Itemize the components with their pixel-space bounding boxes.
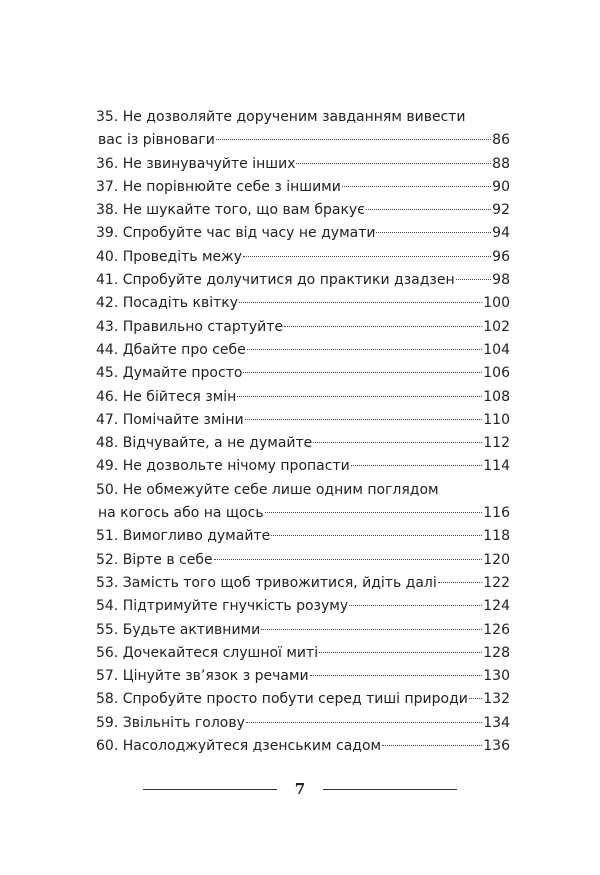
- toc-entry-line: [96, 688, 510, 711]
- toc-leader-dots: [313, 442, 482, 443]
- toc-entry-title: 40. Проведіть межу: [96, 248, 243, 265]
- toc-entry-title: 58. Спробуйте просто побути серед тиші природи: [96, 691, 468, 708]
- toc-entry-title: 55. Будьте активними: [96, 621, 261, 638]
- toc-page-number: 124: [483, 598, 510, 615]
- toc-entry-line: [96, 525, 510, 548]
- toc-page-number: 130: [483, 668, 510, 685]
- toc-entry-continuation: [96, 502, 510, 525]
- toc-leader-dots: [351, 465, 483, 466]
- toc-entry: [96, 269, 510, 292]
- toc-entry: [96, 222, 510, 245]
- toc-entry: [96, 199, 510, 222]
- toc-page-number: 118: [483, 528, 510, 545]
- toc-leader-dots: [247, 349, 482, 350]
- toc-entry: [96, 432, 510, 455]
- footer-rule-left: [143, 789, 277, 790]
- toc-entry: [96, 153, 510, 176]
- toc-entry: [96, 479, 510, 526]
- toc-leader-dots: [296, 163, 491, 164]
- toc-entry-title: 41. Спробуйте долучитися до практики дзадзен: [96, 272, 455, 289]
- toc-entry-title: 44. Дбайте про себе: [96, 341, 246, 358]
- toc-entry: [96, 106, 510, 153]
- toc-entry: [96, 176, 510, 199]
- toc-entry: [96, 642, 510, 665]
- toc-leader-dots: [271, 535, 482, 536]
- toc-entry: [96, 339, 510, 362]
- toc-page-number: 112: [483, 435, 510, 452]
- toc-page-number: 94: [492, 225, 510, 242]
- toc-entry-title: 51. Вимогливо думайте: [96, 528, 271, 545]
- toc-entry-title: 43. Правильно стартуйте: [96, 318, 284, 335]
- toc-page-number: 122: [483, 574, 510, 591]
- toc-entry-line: [96, 316, 510, 339]
- toc-entry-title: на когось або на щось: [98, 505, 264, 522]
- toc-entry-title: 39. Спробуйте час від часу не думати: [96, 225, 376, 242]
- toc-leader-dots: [438, 582, 483, 583]
- toc-page-number: 92: [492, 202, 510, 219]
- toc-leader-dots: [284, 326, 482, 327]
- toc-leader-dots: [265, 512, 483, 513]
- toc-leader-dots: [214, 559, 483, 560]
- toc-entry-continuation: [96, 129, 510, 152]
- toc-leader-dots: [456, 279, 492, 280]
- toc-leader-dots: [216, 139, 491, 140]
- toc-entry-title: 60. Насолоджуйтеся дзенським садом: [96, 738, 382, 755]
- toc-page-number: 104: [483, 341, 510, 358]
- toc-entry-line: [96, 595, 510, 618]
- toc-entry-line: [96, 246, 510, 269]
- footer-rule-right: [323, 789, 457, 790]
- page-footer: [0, 780, 600, 798]
- table-of-contents: [96, 106, 510, 758]
- toc-page-number: 132: [483, 691, 510, 708]
- toc-entry: [96, 386, 510, 409]
- toc-leader-dots: [310, 675, 483, 676]
- toc-entry-line: [96, 432, 510, 455]
- toc-entry-line: [96, 362, 510, 385]
- toc-page-number: 102: [483, 318, 510, 335]
- toc-entry: [96, 409, 510, 432]
- toc-entry-line: [96, 479, 510, 502]
- toc-entry-line: [96, 153, 510, 176]
- toc-entry-line: [96, 712, 510, 735]
- toc-entry-title: 57. Цінуйте зв’язок з речами: [96, 668, 309, 685]
- toc-leader-dots: [261, 629, 482, 630]
- toc-entry-title: 47. Помічайте зміни: [96, 411, 244, 428]
- toc-entry-title: вас із рівноваги: [98, 132, 215, 149]
- toc-entry: [96, 292, 510, 315]
- toc-entry-line: [96, 455, 510, 478]
- toc-entry-title: 35. Не дозволяйте дорученим завданням вивести: [96, 109, 466, 125]
- toc-page-number: 98: [492, 272, 510, 289]
- toc-entry-title: 50. Не обмежуйте себе лише одним поглядом: [96, 481, 439, 498]
- toc-entry-line: [96, 222, 510, 245]
- toc-page-number: 126: [483, 621, 510, 638]
- toc-entry-line: [96, 409, 510, 432]
- toc-entry-line: [96, 665, 510, 688]
- toc-page-number: 120: [483, 551, 510, 568]
- toc-entry-title: 53. Замість того щоб тривожитися, йдіть далі: [96, 574, 437, 591]
- toc-entry: [96, 619, 510, 642]
- toc-entry-line: [96, 269, 510, 292]
- toc-entry-line: [96, 642, 510, 665]
- toc-entry: [96, 455, 510, 478]
- toc-page-number: 134: [483, 714, 510, 731]
- toc-entry-line: [96, 176, 510, 199]
- toc-page-number: 128: [483, 644, 510, 661]
- toc-page-number: 106: [483, 365, 510, 382]
- toc-entry: [96, 572, 510, 595]
- toc-entry-title: 49. Не дозвольте нічому пропасти: [96, 458, 350, 475]
- toc-entry-line: [96, 619, 510, 642]
- toc-entry-title: 59. Звільніть голову: [96, 714, 245, 731]
- toc-entry: [96, 316, 510, 339]
- toc-entry-title: 54. Підтримуйте гнучкість розуму: [96, 598, 349, 615]
- toc-page-number: 110: [483, 411, 510, 428]
- toc-entry-title: 37. Не порівнюйте себе з іншими: [96, 178, 341, 195]
- toc-entry-title: 56. Дочекайтеся слушної миті: [96, 644, 319, 661]
- toc-entry: [96, 712, 510, 735]
- toc-leader-dots: [237, 396, 482, 397]
- toc-entry-title: 52. Вірте в себе: [96, 551, 213, 568]
- toc-page-number: 108: [483, 388, 510, 405]
- toc-entry-title: 48. Відчувайте, а не думайте: [96, 435, 313, 452]
- toc-leader-dots: [349, 605, 482, 606]
- toc-entry: [96, 246, 510, 269]
- toc-page-number: 86: [492, 132, 510, 149]
- toc-entry-line: [96, 549, 510, 572]
- toc-page-number: 90: [492, 178, 510, 195]
- toc-leader-dots: [469, 698, 482, 699]
- toc-entry: [96, 688, 510, 711]
- toc-entry-line: [96, 292, 510, 315]
- toc-leader-dots: [382, 745, 482, 746]
- toc-entry: [96, 525, 510, 548]
- toc-leader-dots: [342, 186, 491, 187]
- toc-leader-dots: [376, 232, 491, 233]
- toc-entry-title: 38. Не шукайте того, що вам бракує: [96, 202, 365, 219]
- toc-page-number: 114: [483, 458, 510, 475]
- toc-entry-line: [96, 339, 510, 362]
- toc-entry-line: [96, 106, 510, 129]
- toc-entry-line: [96, 199, 510, 222]
- toc-entry: [96, 665, 510, 688]
- toc-page-number: 96: [492, 248, 510, 265]
- toc-entry: [96, 735, 510, 758]
- toc-leader-dots: [245, 419, 483, 420]
- toc-page-number: 88: [492, 155, 510, 172]
- toc-entry: [96, 595, 510, 618]
- page-number: 7: [294, 780, 306, 798]
- toc-leader-dots: [243, 372, 482, 373]
- toc-page-number: 136: [483, 738, 510, 755]
- toc-leader-dots: [239, 302, 482, 303]
- toc-leader-dots: [319, 652, 482, 653]
- toc-leader-dots: [246, 722, 482, 723]
- toc-entry-title: 46. Не бійтеся змін: [96, 388, 237, 405]
- toc-leader-dots: [243, 256, 491, 257]
- toc-page-number: 100: [483, 295, 510, 312]
- toc-entry: [96, 362, 510, 385]
- toc-entry-line: [96, 735, 510, 758]
- toc-entry: [96, 549, 510, 572]
- toc-entry-title: 36. Не звинувачуйте інших: [96, 155, 296, 172]
- toc-entry-line: [96, 572, 510, 595]
- toc-leader-dots: [366, 209, 491, 210]
- toc-entry-line: [96, 386, 510, 409]
- toc-entry-title: 45. Думайте просто: [96, 365, 243, 382]
- toc-entry-title: 42. Посадіть квітку: [96, 295, 239, 312]
- toc-page-number: 116: [483, 505, 510, 522]
